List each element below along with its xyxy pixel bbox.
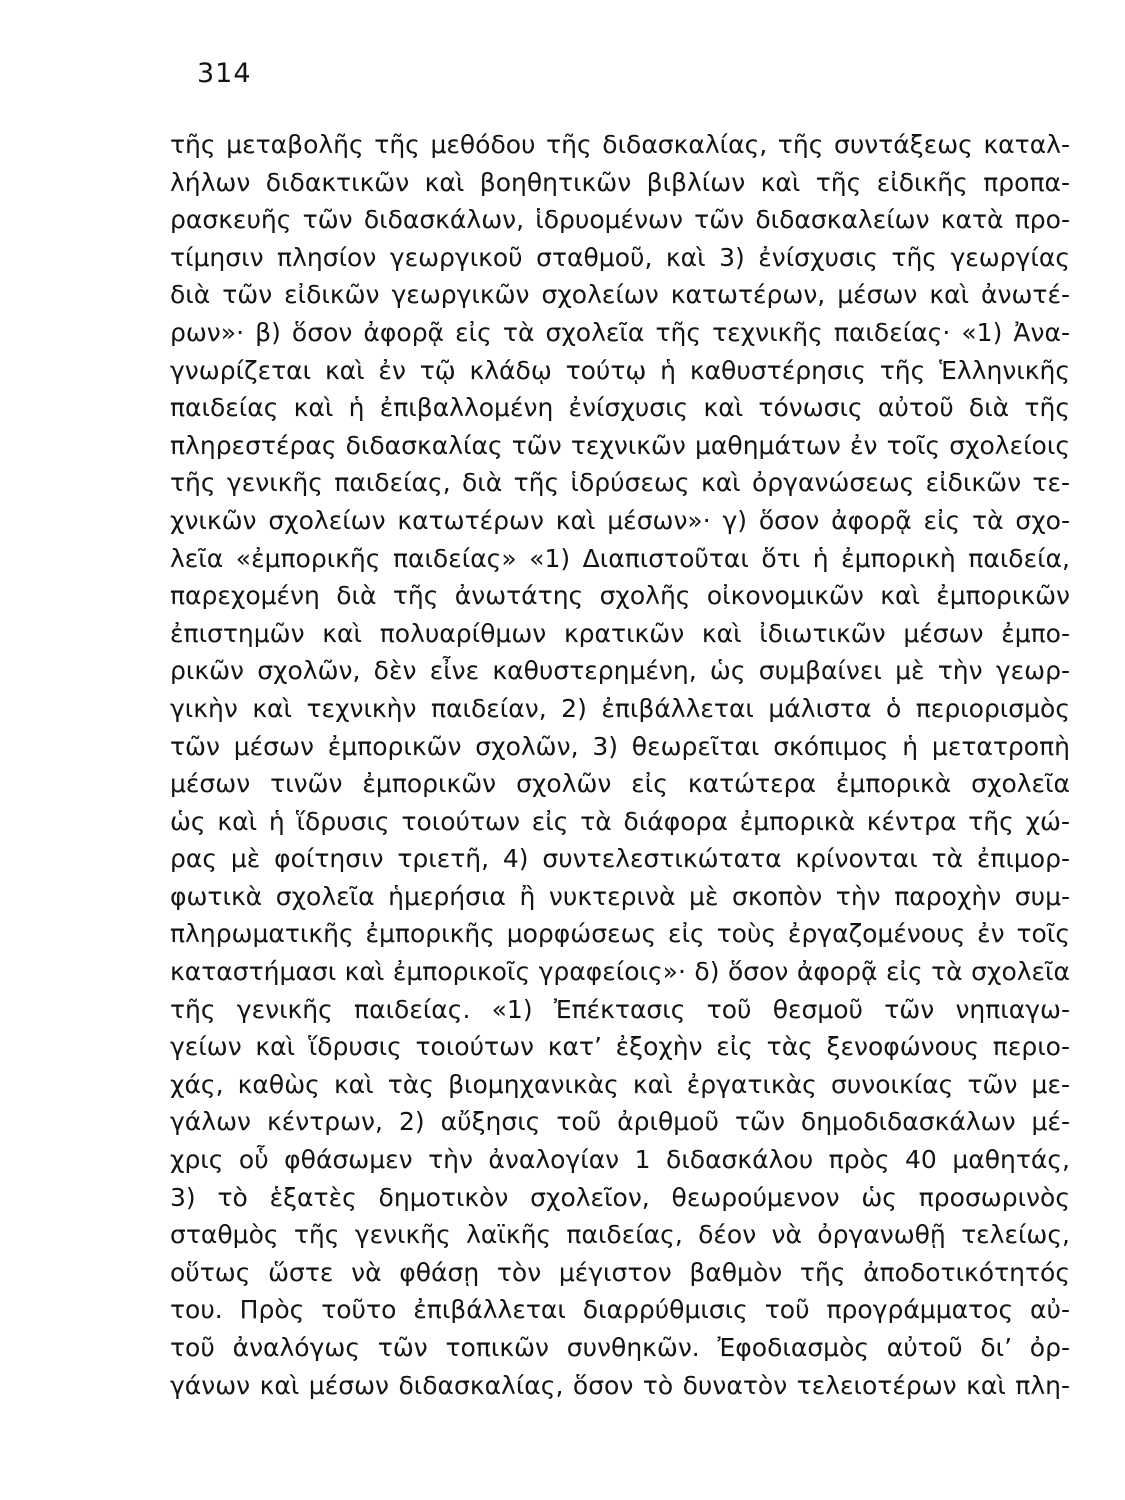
text-line: λήλων διδακτικῶν καὶ βοηθητικῶν βιβλίων καὶ τῆς εἰδικῆς προπα-	[170, 167, 1070, 197]
text-line: χρις οὗ φθάσωμεν τὴν ἀναλογίαν 1 διδασκάλου πρὸς 40 μαθητάς,	[170, 1145, 1070, 1175]
text-line: φωτικὰ σχολεῖα ἡμερήσια ἢ νυκτερινὰ μὲ σκοπὸν τὴν παροχὴν συμ-	[170, 881, 1070, 911]
text-line: τῶν μέσων ἐμπορικῶν σχολῶν, 3) θεωρεῖται σκόπιμος ἡ μετατροπὴ	[170, 731, 1070, 761]
text-line: τοῦ ἀναλόγως τῶν τοπικῶν συνθηκῶν. Ἐφοδιασμὸς αὐτοῦ δι’ ὀρ-	[170, 1333, 1070, 1362]
text-line: μέσων τινῶν ἐμπορικῶν σχολῶν εἰς κατώτερα ἐμπορικὰ σχολεῖα	[170, 769, 1070, 799]
text-line: παιδείας καὶ ἡ ἐπιβαλλομένη ἐνίσχυσις καὶ τόνωσις αὐτοῦ διὰ τῆς	[170, 393, 1070, 423]
text-line: γνωρίζεται καὶ ἐν τῷ κλάδῳ τούτῳ ἡ καθυστέρησις τῆς Ἑλληνικῆς	[170, 355, 1070, 385]
text-line: ρας μὲ φοίτησιν τριετῆ, 4) συντελεστικώτατα κρίνονται τὰ ἐπιμορ-	[170, 844, 1070, 874]
text-line: γείων καὶ ἵδρυσις τοιούτων κατ’ ἐξοχὴν εἰς τὰς ξενοφώνους περιο-	[170, 1032, 1070, 1062]
text-line: 3) τὸ ἑξατὲς δημοτικὸν σχολεῖον, θεωρούμενον ὡς προσωρινὸς	[170, 1182, 1070, 1212]
text-line: σταθμὸς τῆς γενικῆς λαϊκῆς παιδείας, δέον νὰ ὀργανωθῇ τελείως,	[170, 1220, 1070, 1250]
text-line: χνικῶν σχολείων κατωτέρων καὶ μέσων»· γ) ὅσον ἀφορᾷ εἰς τὰ σχο-	[170, 505, 1070, 535]
text-line: πληρωματικῆς ἐμπορικῆς μορφώσεως εἰς τοὺς ἐργαζομένους ἐν τοῖς	[170, 919, 1070, 949]
text-line: καταστήμασι καὶ ἐμπορικοῖς γραφείοις»· δ) ὅσον ἀφορᾷ εἰς τὰ σχολεῖα	[170, 957, 1070, 987]
text-line: διὰ τῶν εἰδικῶν γεωργικῶν σχολείων κατωτέρων, μέσων καὶ ἀνωτέ-	[170, 280, 1070, 310]
text-line: ὡς καὶ ἡ ἵδρυσις τοιούτων εἰς τὰ διάφορα ἐμπορικὰ κέντρα τῆς χώ-	[170, 806, 1070, 836]
text-line: ρων»· β) ὅσον ἀφορᾷ εἰς τὰ σχολεῖα τῆς τεχνικῆς παιδείας· «1) Ἀνα-	[170, 317, 1070, 347]
text-line: οὕτως ὥστε νὰ φθάσῃ τὸν μέγιστον βαθμὸν τῆς ἀποδοτικότητός	[170, 1257, 1070, 1287]
text-line: λεῖα «ἐμπορικῆς παιδείας» «1) Διαπιστοῦται ὅτι ἡ ἐμπορικὴ παιδεία,	[170, 543, 1070, 573]
text-line: γάνων καὶ μέσων διδασκαλίας, ὅσον τὸ δυνατὸν τελειοτέρων καὶ πλη-	[170, 1370, 1070, 1400]
text-line: χάς, καθὼς καὶ τὰς βιομηχανικὰς καὶ ἐργατικὰς συνοικίας τῶν με-	[170, 1069, 1070, 1099]
text-line: ρικῶν σχολῶν, δὲν εἶνε καθυστερημένη, ὡς συμβαίνει μὲ τὴν γεωρ-	[170, 656, 1070, 686]
text-line: τῆς γενικῆς παιδείας. «1) Ἐπέκτασις τοῦ θεσμοῦ τῶν νηπιαγω-	[170, 994, 1070, 1024]
body-text	[170, 126, 1070, 1404]
text-line: γάλων κέντρων, 2) αὔξησις τοῦ ἀριθμοῦ τῶν δημοδιδασκάλων μέ-	[170, 1107, 1070, 1137]
text-line: τῆς γενικῆς παιδείας, διὰ τῆς ἱδρύσεως καὶ ὀργανώσεως εἰδικῶν τε-	[170, 468, 1070, 498]
text-line: τίμησιν πλησίον γεωργικοῦ σταθμοῦ, καὶ 3) ἐνίσχυσις τῆς γεωργίας	[170, 242, 1070, 272]
text-line: ἐπιστημῶν καὶ πολυαρίθμων κρατικῶν καὶ ἰδιωτικῶν μέσων ἐμπο-	[170, 618, 1070, 648]
text-line: γικὴν καὶ τεχνικὴν παιδείαν, 2) ἐπιβάλλεται μάλιστα ὁ περιορισμὸς	[170, 693, 1070, 723]
text-line: πληρεστέρας διδασκαλίας τῶν τεχνικῶν μαθημάτων ἐν τοῖς σχολείοις	[170, 430, 1070, 460]
text-line: του. Πρὸς τοῦτο ἐπιβάλλεται διαρρύθμισις τοῦ προγράμματος αὐ-	[170, 1295, 1070, 1325]
text-line: ρασκευῆς τῶν διδασκάλων, ἱδρυομένων τῶν διδασκαλείων κατὰ προ-	[170, 205, 1070, 235]
text-line: τῆς μεταβολῆς τῆς μεθόδου τῆς διδασκαλίας, τῆς συντάξεως καταλ-	[170, 130, 1070, 159]
text-line: παρεχομένη διὰ τῆς ἀνωτάτης σχολῆς οἰκονομικῶν καὶ ἐμπορικῶν	[170, 581, 1070, 611]
page-number: 314	[197, 58, 252, 89]
